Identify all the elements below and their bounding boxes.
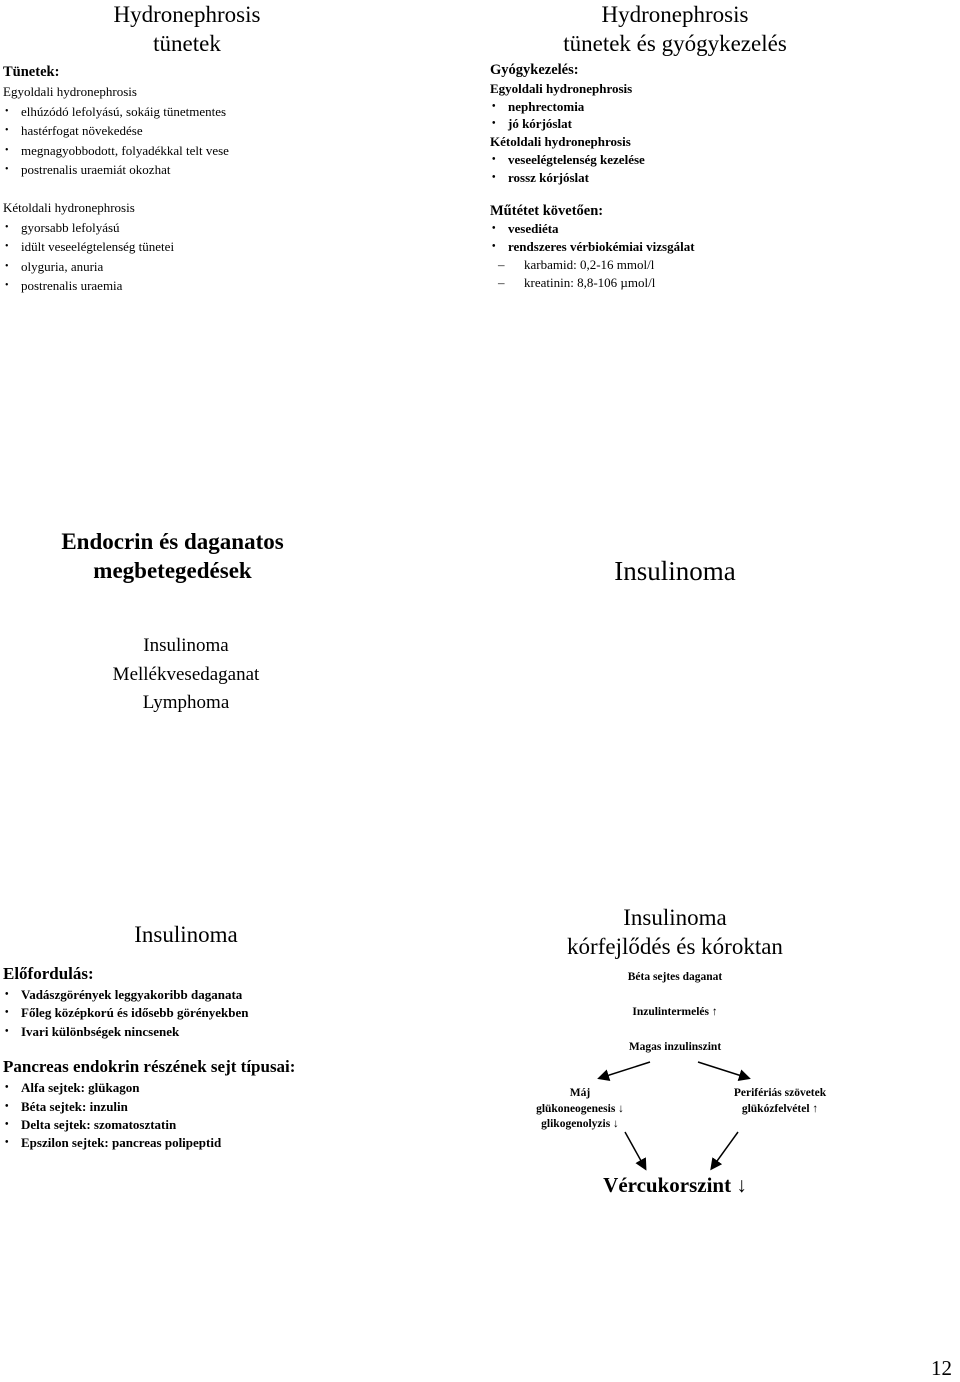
occurrence-label: Előfordulás: [3, 964, 94, 983]
list-item: Lymphoma [142, 692, 230, 713]
list-item: Mellékvesedaganat [112, 663, 260, 685]
bilateral-label: Kétoldali hydronephrosis [490, 134, 631, 150]
lab-values-list [490, 256, 950, 292]
cell-types-label: Pancreas endokrin részének sejt típusai: [3, 1057, 296, 1077]
symptoms-label: Tünetek: [3, 64, 60, 80]
slide3-title-line2: megbetegedések [93, 558, 252, 583]
node-peripheral-line2: glükózfelvétel ↑ [741, 1102, 819, 1115]
slide1-title-line1: Hydronephrosis [113, 2, 261, 27]
arrow-peripheral-to-result [712, 1132, 738, 1168]
node-peripheral-line1: Perifériás szövetek [733, 1087, 827, 1099]
slide5-title: Insulinoma [134, 922, 238, 947]
arrow-liver-to-result [625, 1132, 645, 1168]
list-item: • elhúzódó lefolyású, sokáig tünetmentes [3, 102, 473, 121]
list-item: • Alfa sejtek: glükagon [3, 1079, 473, 1097]
arrow-to-peripheral [698, 1062, 748, 1078]
slide2-title-line2: tünetek és gyógykezelés [563, 31, 787, 56]
list-item: • veseelégtelenség kezelése [490, 151, 950, 169]
list-item: • rossz kórjóslat [490, 169, 950, 187]
list-item: • olyguria, anuria [3, 257, 473, 276]
list-item: • jó kórjóslat [490, 115, 950, 133]
list-item: • megnagyobbodott, folyadékkal telt vese [3, 141, 473, 160]
slide5-body [3, 962, 473, 1153]
slide1-body [3, 63, 473, 295]
list-item: • idült veseelégtelenség tünetei [3, 237, 473, 256]
node-liver-line1: Máj [569, 1087, 591, 1099]
list-item: • gyorsabb lefolyású [3, 218, 473, 237]
postop-label: Műtétet követően: [490, 202, 604, 219]
bilateral-label: Kétoldali hydronephrosis [3, 200, 135, 216]
slide6-title-line1: Insulinoma [623, 905, 727, 930]
slide1-title [97, 0, 277, 58]
list-item: Insulinoma [143, 635, 229, 656]
unilateral-treatment-list [490, 98, 950, 134]
bilateral-treatment-list [490, 151, 950, 187]
node-liver-line2: glükoneogenesis ↓ [536, 1102, 624, 1115]
cell-types-list [3, 1079, 473, 1153]
unilateral-label: Egyoldali hydronephrosis [490, 80, 633, 96]
unilateral-symptom-list [3, 102, 473, 180]
slide3-list [86, 632, 286, 718]
list-item: • postrenalis uraemiát okozhat [3, 160, 473, 179]
arrow-to-liver [600, 1062, 650, 1078]
slide6-title-line2: kórfejlődés és kóroktan [567, 934, 783, 959]
occurrence-list [3, 986, 473, 1041]
list-item: – karbamid: 0,2-16 mmol/l [490, 256, 950, 274]
node-liver-line3: glikogenolyzis ↓ [541, 1118, 619, 1130]
bilateral-symptom-list [3, 218, 473, 296]
list-item: • Béta sejtek: inzulin [3, 1098, 473, 1116]
list-item: • hastérfogat növekedése [3, 121, 473, 140]
list-item: • Epszilon sejtek: pancreas polipeptid [3, 1134, 473, 1152]
list-item: • vesediéta [490, 220, 950, 238]
unilateral-label: Egyoldali hydronephrosis [3, 84, 137, 100]
list-item: • Ivari különbségek nincsenek [3, 1023, 473, 1041]
list-item: • Delta sejtek: szomatosztatin [3, 1116, 473, 1134]
list-item: • rendszeres vérbiokémiai vizsgálat [490, 238, 950, 256]
slide6-title [535, 903, 815, 961]
treatment-label: Gyógykezelés: [490, 62, 579, 78]
slide3-title [40, 527, 305, 585]
list-item: – kreatinin: 8,8-106 µmol/l [490, 274, 950, 292]
result-blood-glucose: Vércukorszint ↓ [603, 1173, 747, 1197]
postop-list [490, 220, 950, 256]
list-item: • nephrectomia [490, 98, 950, 116]
flow-arrows [480, 1050, 960, 1200]
slide2-title-line1: Hydronephrosis [601, 2, 749, 27]
node-high-insulin-level: Magas inzulinszint [628, 1041, 722, 1053]
list-item: • postrenalis uraemia [3, 276, 473, 295]
slide4-title: Insulinoma [614, 556, 736, 586]
list-item: • Vadászgörények leggyakoribb daganata [3, 986, 473, 1004]
slide1-title-line2: tünetek [153, 31, 221, 56]
node-beta-cell-tumor: Béta sejtes daganat [627, 971, 723, 983]
slide2-body [490, 62, 950, 292]
page-number: 12 [931, 1356, 952, 1380]
node-insulin-production: Inzulintermelés ↑ [632, 1006, 718, 1018]
list-item: • Főleg középkorú és idősebb görényekben [3, 1004, 473, 1022]
slide2-title [520, 0, 830, 58]
slide3-title-line1: Endocrin és daganatos [61, 529, 284, 554]
